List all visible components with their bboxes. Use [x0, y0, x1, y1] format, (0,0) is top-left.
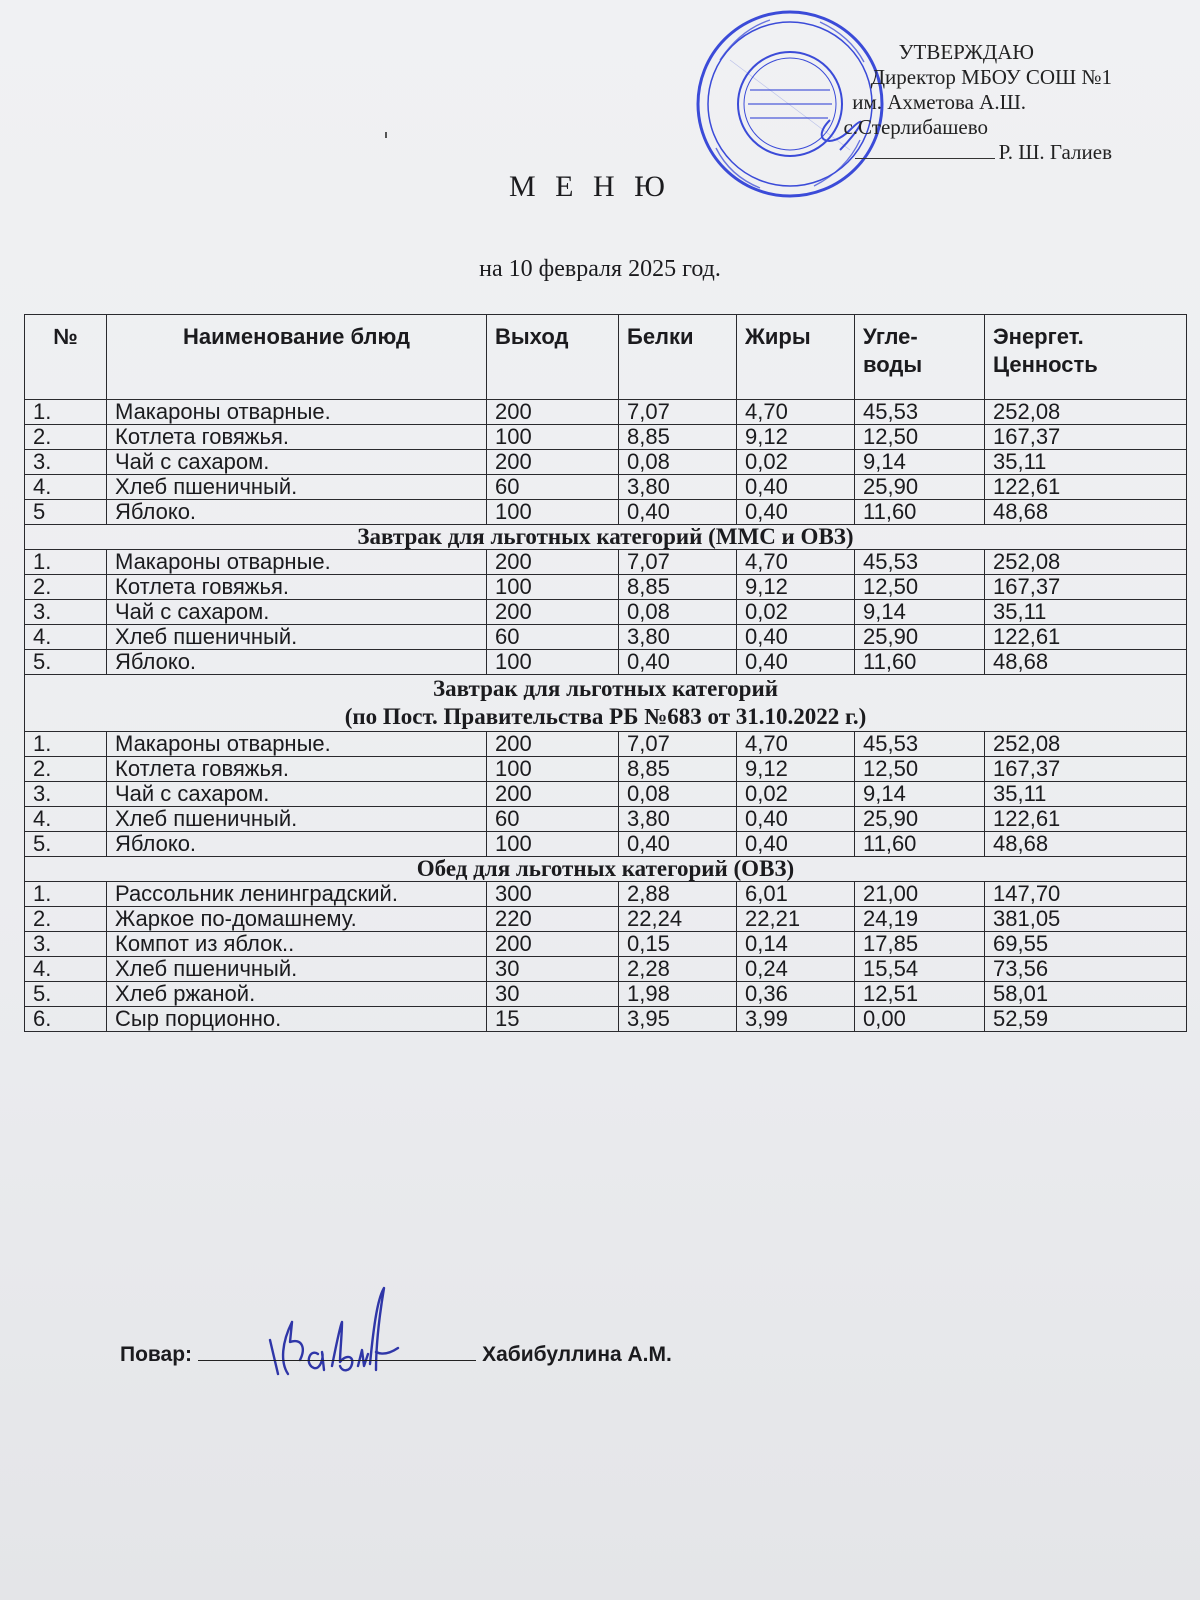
- header-energy-line2: Ценность: [993, 352, 1098, 377]
- cell-dish-name: Чай с сахаром.: [107, 782, 487, 807]
- section-title: [25, 675, 1187, 732]
- table-row: [25, 832, 1187, 857]
- cell-dish-name: Компот из яблок..: [107, 932, 487, 957]
- signature-line: [855, 140, 995, 159]
- cell-no: 5: [25, 500, 107, 525]
- cell-proteins: 2,88: [619, 882, 737, 907]
- cell-output: 200: [487, 450, 619, 475]
- cell-energy: 48,68: [985, 500, 1187, 525]
- cell-fats: 0,02: [737, 600, 855, 625]
- cell-output: 60: [487, 475, 619, 500]
- cell-dish-name: Чай с сахаром.: [107, 600, 487, 625]
- cell-energy: 52,59: [985, 1007, 1187, 1032]
- cell-carbs: 17,85: [855, 932, 985, 957]
- cell-carbs: 45,53: [855, 550, 985, 575]
- cell-dish-name: Хлеб пшеничный.: [107, 807, 487, 832]
- cell-output: 100: [487, 425, 619, 450]
- cell-proteins: 2,28: [619, 957, 737, 982]
- cell-energy: 48,68: [985, 832, 1187, 857]
- table-row: [25, 625, 1187, 650]
- cell-dish-name: Хлеб пшеничный.: [107, 475, 487, 500]
- cell-dish-name: Хлеб ржаной.: [107, 982, 487, 1007]
- table-row: [25, 882, 1187, 907]
- cell-energy: 167,37: [985, 757, 1187, 782]
- cell-no: 4.: [25, 625, 107, 650]
- cell-energy: 35,11: [985, 782, 1187, 807]
- cell-dish-name: Хлеб пшеничный.: [107, 625, 487, 650]
- cell-fats: 9,12: [737, 575, 855, 600]
- page-title: М Е Н Ю: [509, 170, 671, 203]
- cell-dish-name: Жаркое по-домашнему.: [107, 907, 487, 932]
- cell-energy: 122,61: [985, 625, 1187, 650]
- cell-proteins: 3,80: [619, 807, 737, 832]
- approval-signer: Р. Ш. Галиев: [998, 140, 1112, 164]
- cell-fats: 4,70: [737, 732, 855, 757]
- cell-output: 300: [487, 882, 619, 907]
- cell-carbs: 9,14: [855, 782, 985, 807]
- paper-speck: [385, 132, 387, 138]
- cell-carbs: 11,60: [855, 650, 985, 675]
- cell-fats: 6,01: [737, 882, 855, 907]
- cell-dish-name: Макароны отварные.: [107, 400, 487, 425]
- table-row: [25, 757, 1187, 782]
- cell-fats: 0,36: [737, 982, 855, 1007]
- table-row: [25, 732, 1187, 757]
- cell-fats: 4,70: [737, 550, 855, 575]
- section-header-row: [25, 857, 1187, 882]
- cell-proteins: 0,40: [619, 650, 737, 675]
- cell-output: 100: [487, 500, 619, 525]
- cell-output: 100: [487, 832, 619, 857]
- table-row: [25, 575, 1187, 600]
- menu-table: [24, 314, 1187, 1032]
- cell-carbs: 15,54: [855, 957, 985, 982]
- cell-fats: 3,99: [737, 1007, 855, 1032]
- cell-energy: 48,68: [985, 650, 1187, 675]
- cell-carbs: 24,19: [855, 907, 985, 932]
- table-row: [25, 957, 1187, 982]
- cell-energy: 252,08: [985, 550, 1187, 575]
- cell-fats: 0,40: [737, 500, 855, 525]
- cell-fats: 0,40: [737, 650, 855, 675]
- cell-no: 4.: [25, 475, 107, 500]
- cell-output: 100: [487, 757, 619, 782]
- approval-school-name: им. Ахметова А.Ш.: [852, 90, 1026, 114]
- table-row: [25, 782, 1187, 807]
- cell-output: 100: [487, 575, 619, 600]
- cell-output: 200: [487, 782, 619, 807]
- cell-proteins: 3,80: [619, 475, 737, 500]
- cell-no: 2.: [25, 425, 107, 450]
- cell-proteins: 22,24: [619, 907, 737, 932]
- approval-signer-line: [812, 140, 1112, 165]
- cell-energy: 122,61: [985, 475, 1187, 500]
- cell-energy: 252,08: [985, 400, 1187, 425]
- cell-proteins: 8,85: [619, 425, 737, 450]
- cell-proteins: 3,80: [619, 625, 737, 650]
- cell-dish-name: Макароны отварные.: [107, 550, 487, 575]
- cell-no: 1.: [25, 882, 107, 907]
- header-output: Выход: [487, 315, 619, 400]
- cell-fats: 0,40: [737, 832, 855, 857]
- cell-carbs: 9,14: [855, 450, 985, 475]
- cell-fats: 0,40: [737, 475, 855, 500]
- cell-proteins: 0,15: [619, 932, 737, 957]
- table-row: [25, 425, 1187, 450]
- cell-output: 220: [487, 907, 619, 932]
- section-header-row: [25, 525, 1187, 550]
- cell-carbs: 21,00: [855, 882, 985, 907]
- cell-carbs: 45,53: [855, 732, 985, 757]
- cell-dish-name: Хлеб пшеничный.: [107, 957, 487, 982]
- cell-fats: 0,02: [737, 782, 855, 807]
- cell-energy: 58,01: [985, 982, 1187, 1007]
- cell-no: 3.: [25, 450, 107, 475]
- cell-energy: 73,56: [985, 957, 1187, 982]
- cell-proteins: 7,07: [619, 732, 737, 757]
- cell-energy: 35,11: [985, 450, 1187, 475]
- section-title-line2: (по Пост. Правительства РБ №683 от 31.10.2022 г.): [344, 704, 867, 729]
- section-title-line1: Обед для льготных категорий (ОВЗ): [416, 856, 795, 881]
- table-row: [25, 650, 1187, 675]
- table-row: [25, 550, 1187, 575]
- cook-name: Хабибуллина А.М.: [482, 1343, 672, 1366]
- handwritten-signature-icon: [262, 1282, 412, 1392]
- cell-proteins: 7,07: [619, 550, 737, 575]
- cell-carbs: 12,51: [855, 982, 985, 1007]
- menu-table-body: [25, 400, 1187, 1032]
- cell-carbs: 0,00: [855, 1007, 985, 1032]
- cell-output: 200: [487, 550, 619, 575]
- cell-carbs: 9,14: [855, 600, 985, 625]
- table-row: [25, 475, 1187, 500]
- cell-output: 200: [487, 600, 619, 625]
- header-energy: [985, 315, 1187, 400]
- cell-carbs: 12,50: [855, 575, 985, 600]
- cell-fats: 0,40: [737, 807, 855, 832]
- header-carbs-line1: Угле-: [863, 324, 918, 349]
- table-row: [25, 600, 1187, 625]
- cell-energy: 69,55: [985, 932, 1187, 957]
- cell-proteins: 7,07: [619, 400, 737, 425]
- cell-carbs: 11,60: [855, 832, 985, 857]
- table-row: [25, 982, 1187, 1007]
- cell-fats: 9,12: [737, 425, 855, 450]
- table-header-row: [25, 315, 1187, 400]
- cell-proteins: 8,85: [619, 757, 737, 782]
- cell-no: 5.: [25, 832, 107, 857]
- cell-fats: 9,12: [737, 757, 855, 782]
- cell-fats: 22,21: [737, 907, 855, 932]
- section-title-line1: Завтрак для льготных категорий (ММС и ОВЗ): [357, 524, 854, 549]
- cell-output: 60: [487, 807, 619, 832]
- cell-carbs: 12,50: [855, 425, 985, 450]
- cell-carbs: 25,90: [855, 807, 985, 832]
- table-row: [25, 400, 1187, 425]
- cell-output: 60: [487, 625, 619, 650]
- table-row: [25, 450, 1187, 475]
- cell-fats: 0,40: [737, 625, 855, 650]
- header-carbs: [855, 315, 985, 400]
- header-no: №: [25, 315, 107, 400]
- cell-output: 15: [487, 1007, 619, 1032]
- cell-no: 4.: [25, 807, 107, 832]
- cell-proteins: 0,08: [619, 450, 737, 475]
- cook-signature-block: [120, 1340, 672, 1367]
- cook-label: Повар:: [120, 1343, 193, 1366]
- approval-heading: УТВЕРЖДАЮ: [898, 40, 1034, 64]
- cell-dish-name: Макароны отварные.: [107, 732, 487, 757]
- table-row: [25, 907, 1187, 932]
- cook-signature-line: [198, 1340, 476, 1361]
- cell-dish-name: Яблоко.: [107, 832, 487, 857]
- cell-fats: 0,14: [737, 932, 855, 957]
- approval-village: с.Стерлибашево: [843, 115, 988, 139]
- cell-output: 200: [487, 732, 619, 757]
- table-row: [25, 932, 1187, 957]
- cell-proteins: 0,40: [619, 832, 737, 857]
- cell-dish-name: Котлета говяжья.: [107, 425, 487, 450]
- table-row: [25, 807, 1187, 832]
- cell-no: 5.: [25, 982, 107, 1007]
- cell-dish-name: Котлета говяжья.: [107, 757, 487, 782]
- cell-no: 2.: [25, 757, 107, 782]
- cell-proteins: 8,85: [619, 575, 737, 600]
- cell-fats: 0,02: [737, 450, 855, 475]
- header-proteins: Белки: [619, 315, 737, 400]
- section-title: [25, 525, 1187, 550]
- cell-energy: 147,70: [985, 882, 1187, 907]
- cell-carbs: 12,50: [855, 757, 985, 782]
- approval-block: [812, 40, 1112, 165]
- header-fats: Жиры: [737, 315, 855, 400]
- section-title-line1: Завтрак для льготных категорий: [433, 676, 778, 701]
- cell-output: 100: [487, 650, 619, 675]
- cell-no: 3.: [25, 782, 107, 807]
- cell-no: 3.: [25, 932, 107, 957]
- cell-energy: 381,05: [985, 907, 1187, 932]
- cell-energy: 167,37: [985, 425, 1187, 450]
- cell-proteins: 0,08: [619, 782, 737, 807]
- cell-dish-name: Сыр порционно.: [107, 1007, 487, 1032]
- section-title: [25, 857, 1187, 882]
- cell-output: 200: [487, 400, 619, 425]
- cell-no: 6.: [25, 1007, 107, 1032]
- header-carbs-line2: воды: [863, 352, 923, 377]
- cell-dish-name: Котлета говяжья.: [107, 575, 487, 600]
- cell-carbs: 25,90: [855, 475, 985, 500]
- cell-energy: 122,61: [985, 807, 1187, 832]
- cell-no: 5.: [25, 650, 107, 675]
- cell-fats: 4,70: [737, 400, 855, 425]
- cell-output: 30: [487, 957, 619, 982]
- cell-proteins: 1,98: [619, 982, 737, 1007]
- section-header-row: [25, 675, 1187, 732]
- header-name: Наименование блюд: [107, 315, 487, 400]
- cell-no: 4.: [25, 957, 107, 982]
- table-row: [25, 500, 1187, 525]
- cell-energy: 252,08: [985, 732, 1187, 757]
- cell-dish-name: Чай с сахаром.: [107, 450, 487, 475]
- cell-no: 2.: [25, 907, 107, 932]
- cell-output: 200: [487, 932, 619, 957]
- page-subtitle: на 10 февраля 2025 год.: [479, 256, 721, 282]
- cell-dish-name: Яблоко.: [107, 500, 487, 525]
- approval-position: Директор МБОУ СОШ №1: [870, 65, 1112, 89]
- cell-carbs: 45,53: [855, 400, 985, 425]
- cell-no: 1.: [25, 550, 107, 575]
- table-row: [25, 1007, 1187, 1032]
- cell-dish-name: Рассольник ленинградский.: [107, 882, 487, 907]
- cell-proteins: 3,95: [619, 1007, 737, 1032]
- cell-proteins: 0,08: [619, 600, 737, 625]
- cell-no: 1.: [25, 732, 107, 757]
- cell-no: 1.: [25, 400, 107, 425]
- cell-no: 2.: [25, 575, 107, 600]
- cell-energy: 167,37: [985, 575, 1187, 600]
- cell-energy: 35,11: [985, 600, 1187, 625]
- cell-no: 3.: [25, 600, 107, 625]
- cell-dish-name: Яблоко.: [107, 650, 487, 675]
- cell-fats: 0,24: [737, 957, 855, 982]
- cell-carbs: 25,90: [855, 625, 985, 650]
- cell-carbs: 11,60: [855, 500, 985, 525]
- header-energy-line1: Энергет.: [993, 324, 1084, 349]
- cell-output: 30: [487, 982, 619, 1007]
- cell-proteins: 0,40: [619, 500, 737, 525]
